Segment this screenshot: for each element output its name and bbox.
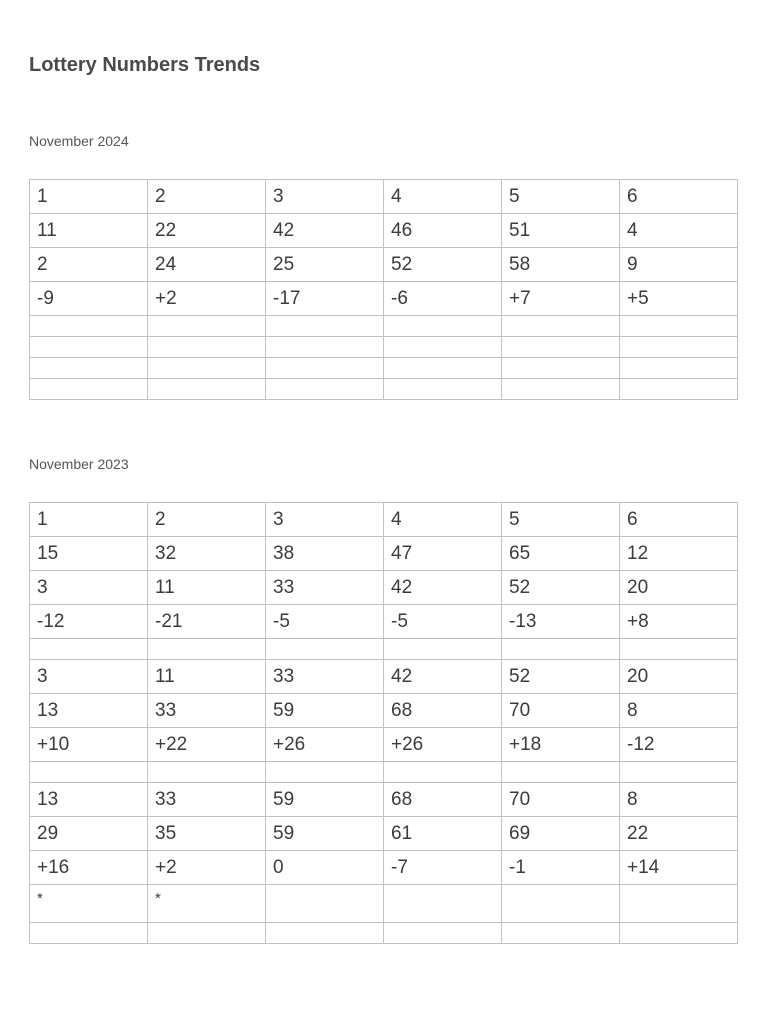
table-cell: +5 (620, 282, 738, 316)
table-cell (266, 379, 384, 400)
table-row (30, 605, 738, 639)
table-cell: 20 (620, 660, 738, 694)
table-cell (266, 358, 384, 379)
table-cell: +18 (502, 728, 620, 762)
table-cell: 59 (266, 694, 384, 728)
table-cell: 13 (30, 694, 148, 728)
table-row (30, 282, 738, 316)
table-cell: 11 (148, 571, 266, 605)
table-cell (148, 337, 266, 358)
table-cell: +7 (502, 282, 620, 316)
table-row (30, 694, 738, 728)
table-cell: 6 (620, 503, 738, 537)
table-cell: 15 (30, 537, 148, 571)
table-cell: 1 (30, 503, 148, 537)
table-cell: 51 (502, 214, 620, 248)
table-cell: 3 (30, 660, 148, 694)
table-cell: -12 (30, 605, 148, 639)
table-cell (384, 316, 502, 337)
table-cell: -9 (30, 282, 148, 316)
table-cell: 2 (148, 180, 266, 214)
table-cell: 46 (384, 214, 502, 248)
table-cell: 22 (148, 214, 266, 248)
table-cell: 33 (148, 694, 266, 728)
table-cell: * (30, 885, 148, 923)
table-cell (502, 316, 620, 337)
table-cell: 68 (384, 783, 502, 817)
table-cell (620, 316, 738, 337)
table-cell: 3 (30, 571, 148, 605)
table-cell: +22 (148, 728, 266, 762)
table-cell (384, 337, 502, 358)
table-cell: 2 (148, 503, 266, 537)
table-cell: -21 (148, 605, 266, 639)
table-cell (266, 337, 384, 358)
table-cell: 38 (266, 537, 384, 571)
table-cell: 59 (266, 817, 384, 851)
table-november-2023 (29, 502, 738, 944)
table-row (30, 639, 738, 660)
table-row (30, 248, 738, 282)
table-cell: 58 (502, 248, 620, 282)
table-cell (148, 923, 266, 944)
table-cell: 33 (266, 660, 384, 694)
table-cell (148, 316, 266, 337)
table-cell: 5 (502, 503, 620, 537)
table-cell (620, 762, 738, 783)
table-row (30, 337, 738, 358)
table-cell: 1 (30, 180, 148, 214)
table-cell (384, 379, 502, 400)
table-cell (502, 923, 620, 944)
table-cell: 22 (620, 817, 738, 851)
table-cell: 68 (384, 694, 502, 728)
table-row (30, 762, 738, 783)
table-cell: 32 (148, 537, 266, 571)
table-cell (266, 885, 384, 923)
table-cell: 12 (620, 537, 738, 571)
table-cell: 11 (148, 660, 266, 694)
table-cell (620, 639, 738, 660)
table-cell: -13 (502, 605, 620, 639)
table-cell: 42 (384, 571, 502, 605)
table-cell: 24 (148, 248, 266, 282)
table-cell (384, 639, 502, 660)
table-cell: 61 (384, 817, 502, 851)
table-cell (384, 923, 502, 944)
table-cell: 8 (620, 783, 738, 817)
table-cell: +2 (148, 282, 266, 316)
table-cell (620, 337, 738, 358)
table-cell: 8 (620, 694, 738, 728)
table-cell: -5 (384, 605, 502, 639)
table-cell: 65 (502, 537, 620, 571)
table-cell: 3 (266, 503, 384, 537)
table-cell: -12 (620, 728, 738, 762)
table-cell: 35 (148, 817, 266, 851)
table-cell (266, 316, 384, 337)
table-cell: +8 (620, 605, 738, 639)
table-cell (620, 885, 738, 923)
table-cell: 3 (266, 180, 384, 214)
table-cell (30, 762, 148, 783)
table-cell: 4 (384, 180, 502, 214)
table-row (30, 660, 738, 694)
page-title: Lottery Numbers Trends (29, 54, 261, 76)
table-cell: 29 (30, 817, 148, 851)
section-label-november-2024: November 2024 (29, 133, 129, 149)
table-cell (502, 358, 620, 379)
table-cell (502, 885, 620, 923)
table-cell (502, 379, 620, 400)
table-cell: 52 (502, 571, 620, 605)
table-cell: 20 (620, 571, 738, 605)
table-cell (502, 639, 620, 660)
table-cell: 6 (620, 180, 738, 214)
table-cell: 4 (620, 214, 738, 248)
table-cell (384, 885, 502, 923)
table-cell (30, 337, 148, 358)
table-cell: 69 (502, 817, 620, 851)
table-cell (266, 762, 384, 783)
table-cell: 25 (266, 248, 384, 282)
table-cell: -17 (266, 282, 384, 316)
table-cell: +14 (620, 851, 738, 885)
table-cell: -7 (384, 851, 502, 885)
table-cell (266, 923, 384, 944)
table-cell (30, 639, 148, 660)
table-cell (620, 923, 738, 944)
table-cell: 52 (384, 248, 502, 282)
table-row (30, 358, 738, 379)
table-cell: * (148, 885, 266, 923)
table-row (30, 180, 738, 214)
table-cell: 47 (384, 537, 502, 571)
table-cell: 42 (266, 214, 384, 248)
table-cell (266, 639, 384, 660)
table-row (30, 728, 738, 762)
table-row (30, 923, 738, 944)
table-cell (148, 379, 266, 400)
table-cell (30, 316, 148, 337)
table-cell (30, 379, 148, 400)
table-cell: 59 (266, 783, 384, 817)
table-cell (620, 379, 738, 400)
table-cell: 13 (30, 783, 148, 817)
table-cell: -1 (502, 851, 620, 885)
table-cell: +26 (384, 728, 502, 762)
table-row (30, 214, 738, 248)
table-cell: 5 (502, 180, 620, 214)
table-cell (148, 639, 266, 660)
table-cell: 52 (502, 660, 620, 694)
table-cell: +2 (148, 851, 266, 885)
table-cell (384, 762, 502, 783)
table-cell: 70 (502, 694, 620, 728)
table-cell (620, 358, 738, 379)
table-cell: 70 (502, 783, 620, 817)
table-row (30, 316, 738, 337)
table-cell (148, 358, 266, 379)
table-cell: 9 (620, 248, 738, 282)
table-cell (502, 337, 620, 358)
table-row (30, 503, 738, 537)
table-row (30, 571, 738, 605)
table-row (30, 885, 738, 923)
table-cell (502, 762, 620, 783)
table-cell: +10 (30, 728, 148, 762)
table-cell (30, 923, 148, 944)
table-row (30, 817, 738, 851)
table-cell: -5 (266, 605, 384, 639)
table-row (30, 783, 738, 817)
table-cell: 33 (266, 571, 384, 605)
table-cell: +16 (30, 851, 148, 885)
section-label-november-2023: November 2023 (29, 456, 129, 472)
table-row (30, 537, 738, 571)
table-cell: 2 (30, 248, 148, 282)
table-cell: 11 (30, 214, 148, 248)
table-cell: +26 (266, 728, 384, 762)
table-cell (148, 762, 266, 783)
table-cell: 33 (148, 783, 266, 817)
table-row (30, 851, 738, 885)
table-row (30, 379, 738, 400)
table-cell: 4 (384, 503, 502, 537)
table-november-2024 (29, 179, 738, 400)
table-cell: 42 (384, 660, 502, 694)
table-cell (30, 358, 148, 379)
table-cell (384, 358, 502, 379)
table-cell: 0 (266, 851, 384, 885)
table-cell: -6 (384, 282, 502, 316)
